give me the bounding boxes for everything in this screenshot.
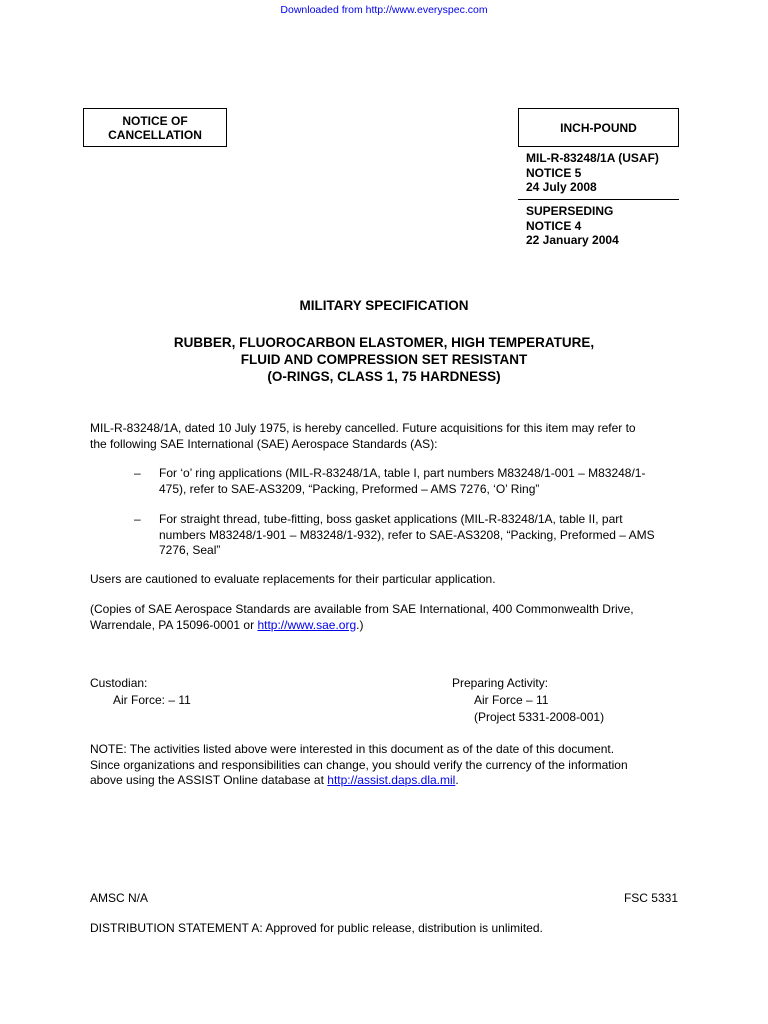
copies-paragraph bbox=[90, 602, 680, 633]
subtitle-line3: (O-RINGS, CLASS 1, 75 HARDNESS) bbox=[267, 369, 501, 384]
superseding-line1: SUPERSEDING bbox=[526, 204, 614, 218]
preparing-activity-label: Preparing Activity: bbox=[452, 676, 549, 690]
document-title: MILITARY SPECIFICATION bbox=[299, 298, 469, 313]
doc-id-line2: NOTICE 5 bbox=[526, 165, 582, 180]
bullet-oring-line2: 475), refer to SAE-AS3209, “Packing, Preformed – AMS 7276, ‘O’ Ring” bbox=[159, 481, 540, 496]
note-line2: Since organizations and responsibilities can change, you should verify the currency of the information bbox=[90, 757, 628, 772]
bullet-dash-2: – bbox=[134, 512, 141, 526]
intro-line2: the following SAE International (SAE) Aerospace Standards (AS): bbox=[90, 436, 438, 451]
bullet-boss-line3: 7276, Seal” bbox=[159, 543, 221, 557]
note-paragraph bbox=[90, 742, 680, 789]
bullet-dash-1: – bbox=[134, 466, 141, 480]
copies-line2-prefix: Warrendale, PA 15096-0001 or bbox=[90, 617, 258, 632]
document-identifier bbox=[526, 151, 678, 195]
preparing-activity-value: Air Force – 11 bbox=[474, 693, 549, 707]
bullet-oring-line1: For ‘o’ ring applications (MIL-R-83248/1A, table I, part numbers M83248/1-001 – M83248/1- bbox=[159, 466, 646, 480]
assist-link[interactable]: http://assist.daps.dla.mil bbox=[327, 773, 456, 787]
download-prefix: Downloaded from bbox=[280, 4, 366, 16]
doc-id-line1: MIL-R-83248/1A (USAF) bbox=[526, 151, 659, 165]
copies-line2-suffix: .) bbox=[356, 617, 364, 632]
sae-link[interactable]: http://www.sae.org bbox=[257, 617, 357, 632]
caution-paragraph: Users are cautioned to evaluate replacements for their particular application. bbox=[90, 572, 496, 586]
inch-pound-box bbox=[518, 108, 679, 147]
preparing-activity-project: (Project 5331-2008-001) bbox=[474, 710, 605, 724]
note-line3-prefix: above using the ASSIST Online database at bbox=[90, 773, 328, 787]
copies-line1: (Copies of SAE Aerospace Standards are available from SAE International, 400 Commonwealth Drive, bbox=[90, 602, 634, 616]
superseding-divider bbox=[518, 199, 679, 200]
amsc-code: AMSC N/A bbox=[90, 891, 149, 905]
note-line1: NOTE: The activities listed above were interested in this document as of the date of this document. bbox=[90, 742, 615, 756]
document-subtitle bbox=[0, 334, 768, 385]
subtitle-line2: FLUID AND COMPRESSION SET RESISTANT bbox=[240, 352, 528, 367]
notice-box-line1: NOTICE OF bbox=[122, 113, 188, 128]
download-source-line bbox=[0, 3, 768, 19]
custodian-label: Custodian: bbox=[90, 676, 148, 690]
bullet-boss-gasket bbox=[159, 512, 681, 559]
copies-line2 bbox=[90, 618, 680, 634]
subtitle-line1: RUBBER, FLUOROCARBON ELASTOMER, HIGH TEMPERATURE, bbox=[173, 335, 595, 350]
doc-id-line3: 24 July 2008 bbox=[526, 180, 597, 194]
distribution-statement: DISTRIBUTION STATEMENT A: Approved for public release, distribution is unlimited. bbox=[90, 921, 543, 935]
custodian-value: Air Force: – 11 bbox=[113, 693, 191, 707]
superseding-line3: 22 January 2004 bbox=[526, 233, 619, 247]
intro-paragraph bbox=[90, 421, 680, 452]
notice-of-cancellation-box bbox=[83, 108, 227, 147]
note-line3-suffix: . bbox=[455, 773, 459, 787]
bullet-boss-line1: For straight thread, tube-fitting, boss gasket applications (MIL-R-83248/1A, table II, part bbox=[159, 512, 623, 526]
intro-line1: MIL-R-83248/1A, dated 10 July 1975, is hereby cancelled. Future acquisitions for this item may refer to bbox=[90, 421, 636, 435]
bullet-boss-line2: numbers M83248/1-901 – M83248/1-932), refer to SAE-AS3208, “Packing, Preformed – AMS bbox=[159, 527, 655, 542]
notice-box-line2: CANCELLATION bbox=[108, 127, 202, 142]
superseding-block bbox=[526, 204, 678, 248]
note-line3 bbox=[90, 773, 680, 789]
bullet-oring bbox=[159, 466, 681, 497]
inch-pound-label: INCH-POUND bbox=[560, 120, 637, 135]
fsc-code: FSC 5331 bbox=[623, 891, 678, 905]
everyspec-link[interactable]: http://www.everyspec.com bbox=[365, 4, 488, 16]
superseding-line2: NOTICE 4 bbox=[526, 218, 582, 233]
